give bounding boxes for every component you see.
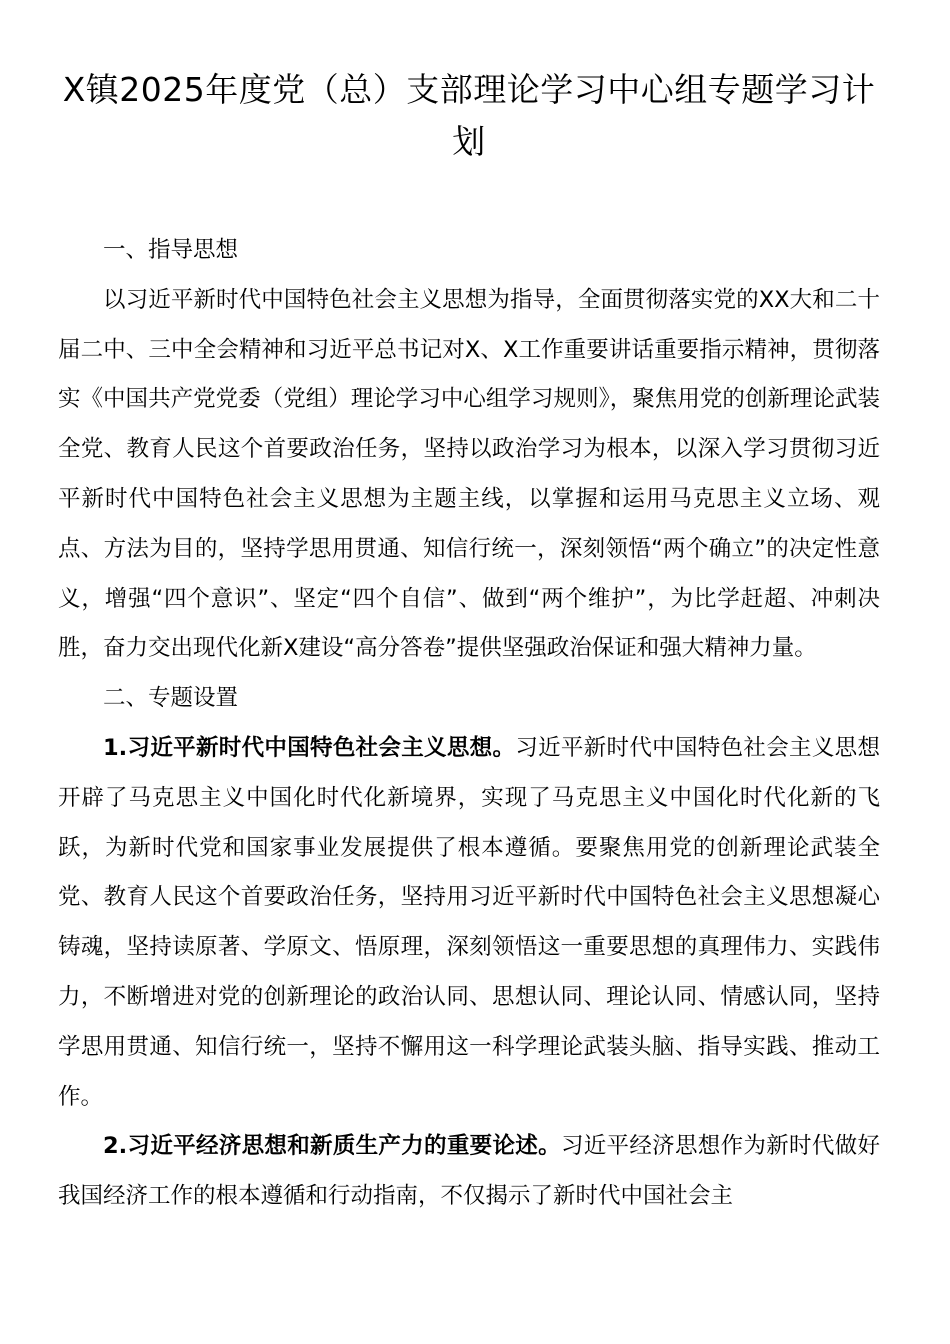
topic-text-2: 习近平经济思想作为新时代做好我国经济工作的根本遵循和行动指南，不仅揭示了新时代中国社会主: [58, 1133, 880, 1210]
topic-text-1: 习近平新时代中国特色社会主义思想开辟了马克思主义中国化时代化新境界，实现了马克思主义中国化时代化新的飞跃，为新时代党和国家事业发展提供了根本遵循。要聚焦用党的创新理论武装全党、教育人民这个首要政治任务，坚持用习近平新时代中国特色社会主义思想凝心铸魂，坚持读原著、学原文、悟原理，深刻领悟这一重要思想的真理伟力、实践伟力，不断增进对党的创新理论的政治认同、思想认同、理论认同、情感认同，坚持学思用贯通、知信行统一，坚持不懈用这一科学理论武装头脑、指导实践、推动工作。: [58, 734, 880, 1110]
topic-paragraph-2: [58, 1122, 880, 1222]
topic-lead-1: 1.习近平新时代中国特色社会主义思想。: [103, 734, 516, 761]
section-heading-topic-settings: 二、专题设置: [103, 685, 239, 712]
section-heading-guiding-ideology: 一、指导思想: [103, 237, 239, 263]
guiding-ideology-paragraph: 以习近平新时代中国特色社会主义思想为指导，全面贯彻落实党的XX大和二十届二中、三中全会精神和习近平总书记对X、X工作重要讲话重要指示精神，贯彻落实《中国共产党党委（党组）理论学习中心组学习规则》，聚焦用党的创新理论武装全党、教育人民这个首要政治任务，坚持以政治学习为根本，以深入学习贯彻习近平新时代中国特色社会主义思想为主题主线，以掌握和运用马克思主义立场、观点、方法为目的，坚持学思用贯通、知信行统一，深刻领悟“两个确立”的决定性意义，增强“四个意识”、坚定“四个自信”、做到“两个维护”，为比学赶超、冲刺决胜，奋力交出现代化新X建设“高分答卷”提供坚强政治保证和强大精神力量。: [58, 286, 880, 662]
document-page: [58, 0, 880, 1222]
document-title: X镇2025年度党（总）支部理论学习中心组专题学习计划: [62, 70, 876, 161]
document-body: [58, 226, 880, 1222]
topic-lead-2: 2.习近平经济思想和新质生产力的重要论述。: [103, 1133, 561, 1160]
topic-paragraph-1: [58, 724, 880, 1122]
